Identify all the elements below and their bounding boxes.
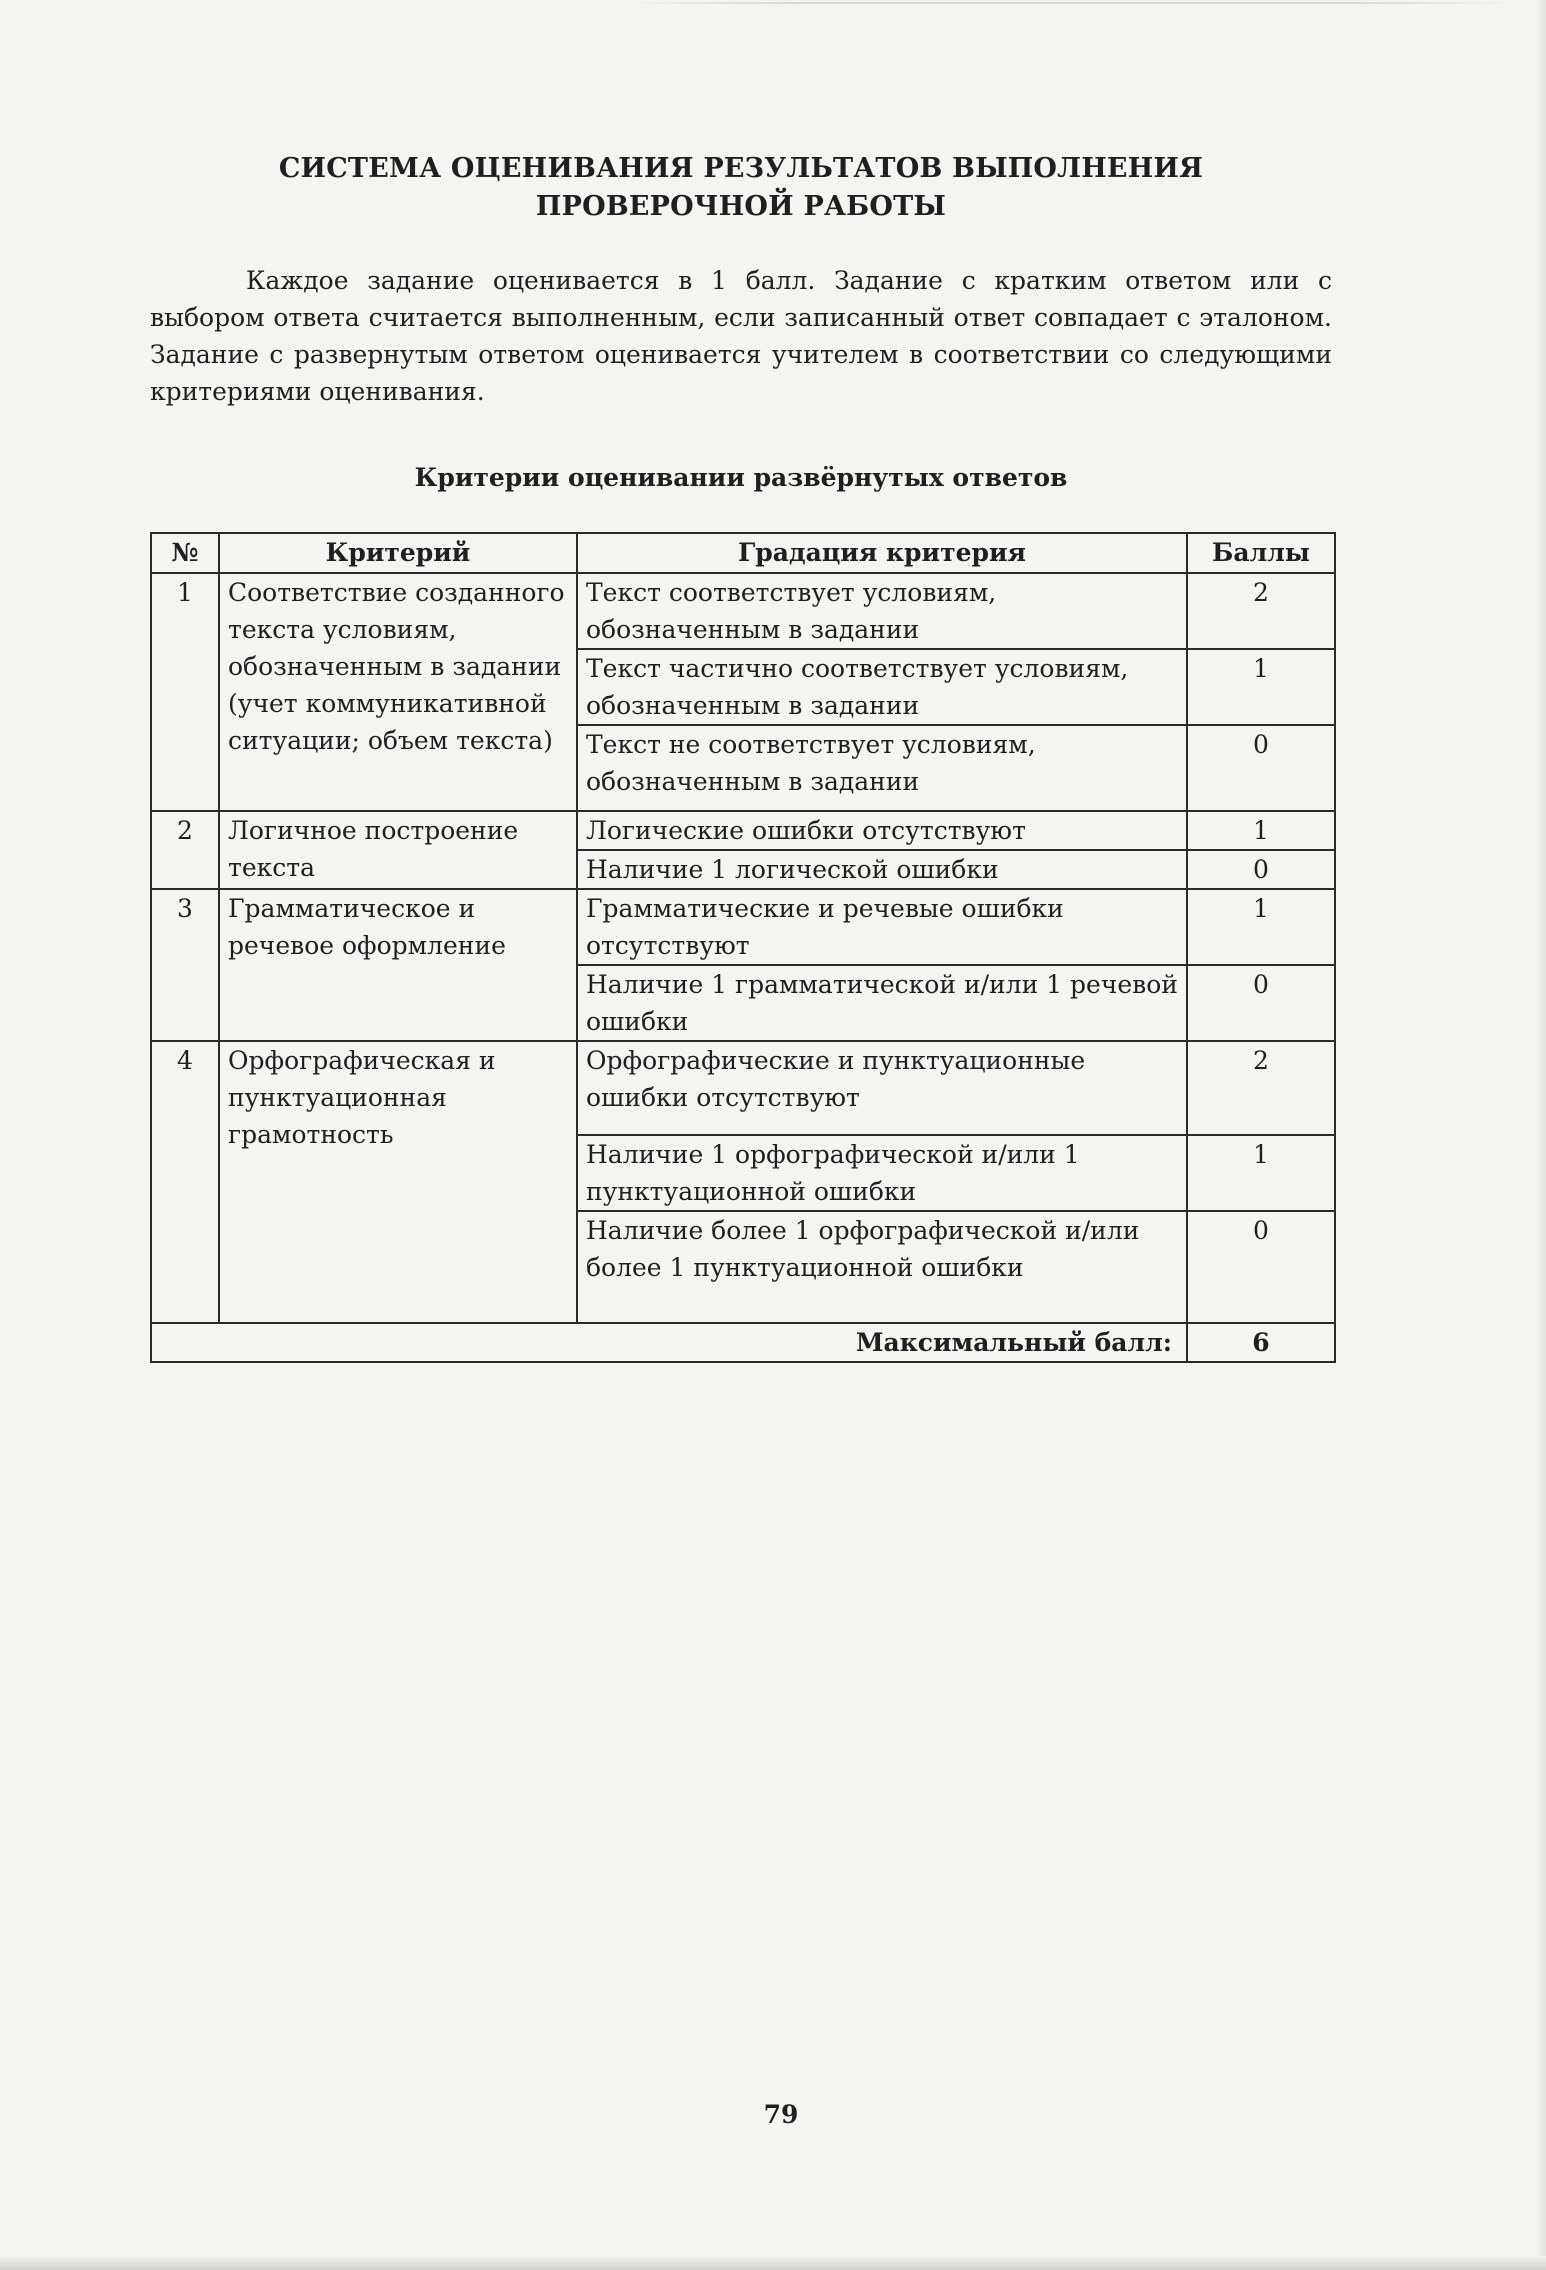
page-title-line-1: СИСТЕМА ОЦЕНИВАНИЯ РЕЗУЛЬТАТОВ ВЫПОЛНЕНИЯ (278, 153, 1204, 184)
header-num: № (151, 533, 219, 573)
criterion-name: Логичное построение текста (219, 811, 577, 889)
table-row (151, 573, 1335, 649)
gradation-points: 1 (1187, 889, 1335, 965)
criterion-number: 3 (151, 889, 219, 1041)
gradation-points: 0 (1187, 1211, 1335, 1323)
gradation-text: Текст не соответствует условиям, обозначенным в задании (577, 725, 1187, 811)
gradation-text: Текст частично соответствует условиям, обозначенным в задании (577, 649, 1187, 725)
gradation-text: Текст соответствует условиям, обозначенным в задании (577, 573, 1187, 649)
gradation-text: Орфографические и пунктуационные ошибки отсутствуют (577, 1041, 1187, 1135)
table-row (151, 1041, 1335, 1135)
table-header-row (151, 533, 1335, 573)
gradation-points: 1 (1187, 811, 1335, 850)
criterion-number: 1 (151, 573, 219, 811)
page-edge-right (1536, 0, 1546, 2270)
criterion-name: Соответствие созданного текста условиям, обозначенным в задании (учет коммуникативной ситуации; объем текста) (219, 573, 577, 811)
page-title-line-2: ПРОВЕРОЧНОЙ РАБОТЫ (535, 191, 947, 222)
table-row (151, 889, 1335, 965)
header-gradation: Градация критерия (577, 533, 1187, 573)
criterion-number: 2 (151, 811, 219, 889)
gradation-text: Наличие более 1 орфографической и/или более 1 пунктуационной ошибки (577, 1211, 1187, 1323)
gradation-text: Наличие 1 грамматической и/или 1 речевой ошибки (577, 965, 1187, 1041)
gradation-text: Грамматические и речевые ошибки отсутствуют (577, 889, 1187, 965)
total-value: 6 (1187, 1323, 1335, 1362)
intro-paragraph: Каждое задание оценивается в 1 балл. Задание с кратким ответом или с выбором ответа считается выполненным, если записанный ответ совпадает с эталоном. Задание с развернутым ответом оценивается учителем в соответствии со следующими критериями оценивания. (150, 266, 1332, 406)
page-edge-top (620, 2, 1520, 4)
gradation-points: 0 (1187, 725, 1335, 811)
gradation-points: 0 (1187, 850, 1335, 889)
page-edge-bottom (0, 2256, 1546, 2270)
gradation-points: 0 (1187, 965, 1335, 1041)
criterion-name: Орфографическая и пунктуационная грамотность (219, 1041, 577, 1323)
total-label: Максимальный балл: (151, 1323, 1187, 1362)
table-caption: Критерии оценивании развёрнутых ответов (414, 463, 1068, 492)
criterion-number: 4 (151, 1041, 219, 1323)
gradation-points: 2 (1187, 1041, 1335, 1135)
gradation-text: Наличие 1 логической ошибки (577, 850, 1187, 889)
header-points: Баллы (1187, 533, 1335, 573)
gradation-text: Логические ошибки отсутствуют (577, 811, 1187, 850)
page-title (150, 150, 1332, 226)
gradation-points: 1 (1187, 649, 1335, 725)
gradation-text: Наличие 1 орфографической и/или 1 пунктуационной ошибки (577, 1135, 1187, 1211)
criterion-name: Грамматическое и речевое оформление (219, 889, 577, 1041)
header-criterion: Критерий (219, 533, 577, 573)
criteria-table (150, 532, 1336, 1363)
table-row (151, 811, 1335, 850)
gradation-points: 1 (1187, 1135, 1335, 1211)
total-row (151, 1323, 1335, 1362)
gradation-points: 2 (1187, 573, 1335, 649)
page-number: 79 (763, 2100, 799, 2129)
